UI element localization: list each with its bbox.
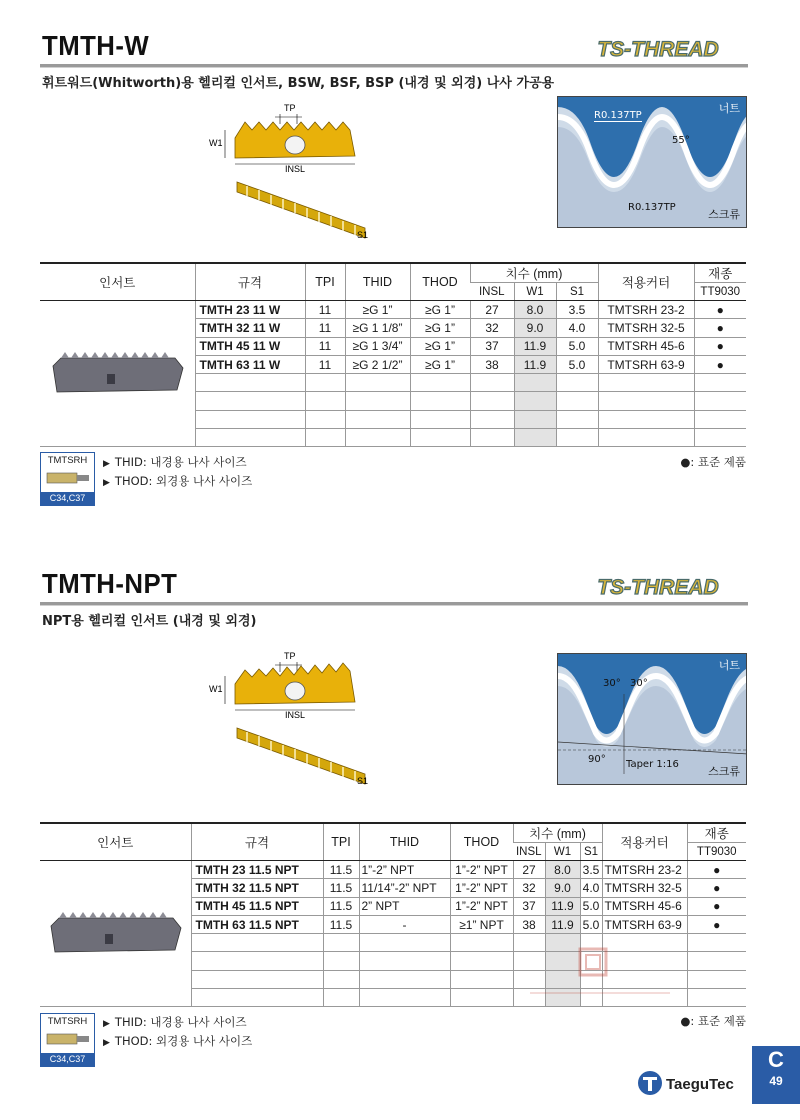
section2-subtitle: NPT용 헬리컬 인서트 (내경 및 외경) [42,614,257,629]
section1-title: TMTH-W [42,30,150,61]
section1-subtitle: 휘트워드(Whitworth)용 헬리컬 인서트, BSW, BSF, BSP (내경 및 외경) 나사 가공용 [42,76,555,91]
svg-text:S1: S1 [357,776,369,786]
section1-holder-ref[interactable]: TMTSRH C34,C37 [40,452,95,506]
section2-holder-ref[interactable]: TMTSRH C34,C37 [40,1013,95,1067]
holder-icon [45,470,90,486]
section1-notes: ▶ THID: 내경용 나사 사이즈 ▶ THOD: 외경용 나사 사이즈 [103,455,253,488]
section1-legend: ●: 표준 제품 [680,455,746,469]
col-grade-code: TT9030 [694,283,746,301]
holder-icon [45,1031,90,1047]
section2-thread-profile: 너트 스크류 30° 30° 90° Taper 1:16 [557,653,747,785]
page-tab: C 49 [752,1046,800,1104]
ts-thread-logo [572,34,744,64]
col-spec: 규격 [195,263,305,301]
table-row: TMTH 32 11.5 NPT 11.5 11/14”-2” NPT 1”-2” NPT 32 9.0 4.0 TMTSRH 32-5 ● [40,879,746,897]
col-w1: W1 [514,283,556,301]
section2-title: TMTH-NPT [42,568,178,599]
col-thid: THID [359,823,450,861]
insert-image [40,861,191,1007]
col-insl: INSL [513,843,545,861]
taegutec-logo [636,1068,746,1102]
col-holder: 적용커터 [598,263,694,301]
insert-image [40,301,195,447]
col-w1: W1 [545,843,580,861]
col-insert: 인서트 [40,823,191,861]
col-tpi: TPI [305,263,345,301]
svg-text:TaeguTec: TaeguTec [666,1076,734,1093]
col-holder: 적용커터 [602,823,687,861]
table-row: TMTH 23 11 W 11 ≥G 1” ≥G 1” 27 8.0 3.5 TMTSRH 23-2 ● [40,301,746,319]
col-tpi: TPI [323,823,359,861]
col-dims: 치수 (mm) [513,823,602,843]
svg-text:W1: W1 [209,138,223,148]
svg-text:TS-THREAD: TS-THREAD [597,576,719,599]
col-thid: THID [345,263,410,301]
svg-text:INSL: INSL [285,164,306,174]
col-dims: 치수 (mm) [470,263,598,283]
svg-text:TP: TP [284,103,296,113]
watermark [520,945,680,1015]
section2-insert-drawing [205,646,375,794]
section1-insert-drawing [205,100,375,248]
svg-text:W1: W1 [209,684,223,694]
table-row: TMTH 45 11 W 11 ≥G 1 3/4” ≥G 1” 37 11.9 5.0 TMTSRH 45-6 ● [40,337,746,355]
col-s1: S1 [556,283,598,301]
col-spec: 규격 [191,823,323,861]
table-row: TMTH 63 11 W 11 ≥G 2 1/2” ≥G 1” 38 11.9 5.0 TMTSRH 63-9 ● [40,355,746,373]
section2-legend: ●: 표준 제품 [680,1014,746,1028]
table-row: TMTH 45 11.5 NPT 11.5 2” NPT 1”-2” NPT 37 11.9 5.0 TMTSRH 45-6 ● [40,897,746,915]
section2-notes: ▶ THID: 내경용 나사 사이즈 ▶ THOD: 외경용 나사 사이즈 [103,1015,253,1048]
col-grade-code: TT9030 [687,843,746,861]
col-insert: 인서트 [40,263,195,301]
col-grade: 재종 [694,263,746,283]
col-s1: S1 [580,843,602,861]
svg-text:S1: S1 [357,230,369,240]
col-insl: INSL [470,283,514,301]
table-row: TMTH 23 11.5 NPT 11.5 1”-2” NPT 1”-2” NPT 27 8.0 3.5 TMTSRH 23-2 ● [40,861,746,879]
section1-spec-table [40,262,746,447]
section1-rule [40,64,748,67]
section1-thread-profile: 너트 스크류 R0.137TP R0.137TP 55° [557,96,747,228]
col-thod: THOD [410,263,470,301]
section2-rule [40,602,748,605]
ts-thread-logo [572,572,744,602]
svg-text:TP: TP [284,651,296,661]
svg-text:TS-THREAD: TS-THREAD [597,38,719,61]
svg-text:INSL: INSL [285,710,306,720]
table-row: TMTH 32 11 W 11 ≥G 1 1/8” ≥G 1” 32 9.0 4.0 TMTSRH 32-5 ● [40,319,746,337]
col-thod: THOD [450,823,513,861]
col-grade: 재종 [687,823,746,843]
table-row: TMTH 63 11.5 NPT 11.5 - ≥1” NPT 38 11.9 5.0 TMTSRH 63-9 ● [40,915,746,933]
